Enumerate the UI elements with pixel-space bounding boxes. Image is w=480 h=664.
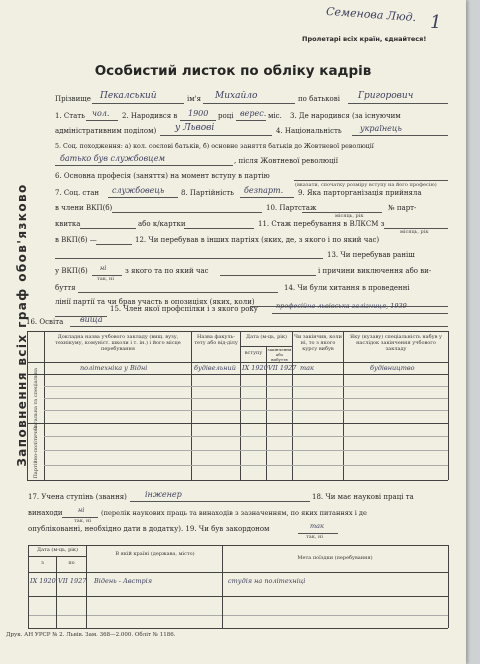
abroad-col-country: В якій країні (держава, місто) [115, 551, 195, 557]
edu-label: 16. Освіта [26, 318, 64, 326]
page-title: Особистий листок по обліку кадрів [94, 63, 372, 79]
born-year: 1900 [188, 109, 209, 118]
card-no-label: або к/картки [138, 220, 186, 228]
nationality-label: 4. Національність [276, 127, 342, 135]
place-label: 3. Де народився (за існуючим [290, 112, 401, 120]
inventions-rest: (перелік наукових праць та винаходів з зазначенням, по яких питаннях і де [101, 509, 367, 517]
abroad-col-date: Дата (м-ць, рік) [37, 547, 78, 553]
works-label: 18. Чи має наукові праці та [312, 493, 414, 501]
side-title: Заповнення всіх граф обов'язково [15, 183, 29, 467]
top-handwritten-number: 1 [430, 12, 442, 33]
patronymic-value: Григорович [358, 91, 414, 101]
candidate-note: місяць, рік [335, 213, 364, 219]
vlksm-note: місяць, рік [400, 229, 429, 235]
was-vkp-label: у ВКП(б) [55, 267, 88, 275]
social-after: , після Жовтневої революції [234, 157, 338, 165]
reason-label: і причини виключення або ви- [318, 267, 432, 275]
party-no-label: № парт- [388, 204, 417, 212]
edu-row-faculty: будівельний [194, 364, 236, 372]
abroad-col-to: по [68, 560, 75, 566]
candidate-label: 10. Партстаж [266, 204, 317, 212]
year-label: році [218, 112, 234, 120]
union-value: професійна львівська залізниця, 1939 [276, 302, 407, 310]
patronymic-label: по батькові [298, 95, 340, 103]
profession-note: (вказати, спочатку розміру вступу на його професію) [295, 182, 437, 188]
abroad-row-purpose: студія на політехніці [228, 577, 306, 585]
vlksm-label: 11. Стаж перебування в ВЛКСМ з [258, 220, 385, 228]
edu-col-entry: вступу [244, 350, 263, 356]
edu-row-finished: так [300, 364, 314, 372]
edu-col-institution: Докладна назва учбового закладу (вищ. вузу, технікуму, комуніст. школи і т. ін.) і його місце перебування [55, 334, 181, 352]
abroad-row-country: Відень - Австрія [94, 577, 153, 585]
surname-label: Прізвище [55, 95, 91, 103]
abroad-note: так, ні [306, 534, 323, 540]
top-handwritten-note: Семенова Люд. [325, 4, 417, 25]
was-label: 13. Чи перебував раніш [327, 251, 415, 259]
inventions-value: ні [78, 506, 85, 514]
edu-col-date: Дата (м-ць, рік) [246, 334, 287, 340]
sex-value: чол. [92, 109, 110, 118]
profession-label: 6. Основна професія (заняття) на момент вступу в партію [55, 172, 270, 180]
union-label: 15. Член якої профспілки і з якого року [110, 305, 258, 313]
edu-section-general: Загальна та спеціальна [33, 368, 39, 430]
edu-row-specialty: будівництво [370, 364, 415, 372]
abroad-row-to: VII 1927 [58, 577, 87, 585]
inventions-label: винаходи [28, 509, 63, 517]
social-value: батько був службовцем [60, 154, 166, 163]
party-label: 8. Партійність [181, 189, 234, 197]
from-label: в ВКП(б) — [55, 236, 97, 244]
name-label: ім'я [187, 95, 202, 103]
edu-col-finished: Чи закінчив, коли ні, то з якого курсу вибув [294, 334, 342, 352]
admin-label: адміністративним поділом) [55, 127, 157, 135]
birthplace-value: у Львові [175, 123, 215, 133]
published-label: опублікованні, необхідно дати в додатку). 19. Чи був закордоном [28, 525, 270, 533]
edu-row-entry: IX 1920 [242, 364, 268, 372]
print-footer: Друк. АН УРСР № 2. Львів. Зам. 368—2.000. Обліт № 1186. [6, 632, 176, 638]
surname-value: Пекалський [100, 91, 157, 101]
name-value: Михайло [215, 91, 258, 101]
exit-label: буття [55, 284, 76, 292]
born-label: 2. Народився в [122, 112, 178, 120]
edu-value: вища [80, 315, 103, 324]
party-org-label: 9. Яка парторганізація прийняла [298, 189, 422, 197]
edu-row-institution: політехніка у Відні [80, 364, 148, 372]
vkp-label: в члени ВКП(б) [55, 204, 113, 212]
fluct-label: 14. Чи були хитання в проведенні [284, 284, 410, 292]
degree-value: інженер [145, 490, 182, 499]
period-label: з якого та по який час [125, 267, 209, 275]
nationality-value: українець [360, 124, 402, 133]
socstat-value: службовець [112, 186, 165, 195]
other-parties-label: 12. Чи перебував в інших партіях (яких, де, з якого і по який час) [135, 236, 380, 244]
sex-label: 1. Стать [55, 112, 85, 120]
born-month: верес. [240, 109, 267, 118]
party-value: безпарт. [244, 186, 284, 195]
abroad-value: так [310, 522, 324, 530]
socstat-label: 7. Соц. стан [55, 189, 100, 197]
edu-col-exit: закінчення або вибуття [267, 347, 292, 362]
month-label: міс. [268, 112, 282, 120]
edu-col-specialty: Яку (кузаву) спеціальність набув у наслідок закінчення учбового закладу [350, 334, 442, 352]
was-vkp-value: ні [100, 264, 107, 272]
card-label: квитка [55, 220, 81, 228]
abroad-col-from: з [41, 560, 44, 566]
edu-row-exit: VII 1927 [268, 364, 297, 372]
degree-label: 17. Учена ступінь (звання) [28, 493, 127, 501]
social-label: 5. Соц. походження: а) кол. соєлові батьків, б) основне заняття батьків до Жовтневої революції [55, 143, 374, 150]
abroad-col-purpose: Мета поїздки (перебування) [297, 555, 373, 561]
inventions-note: так, ні [74, 518, 91, 524]
abroad-row-from: IX 1920 [30, 577, 56, 585]
line-label: лінії партії та чи брав участь в опозиціях (яких, коли) [55, 298, 255, 306]
edu-col-faculty: Назва факуль-тету або від-ділу [194, 334, 238, 346]
edu-section-party: Партійно-політична [33, 425, 39, 479]
was-vkp-note: так, ні [97, 276, 114, 282]
motto: Пролетарі всіх країн, єднайтеся! [302, 35, 427, 43]
